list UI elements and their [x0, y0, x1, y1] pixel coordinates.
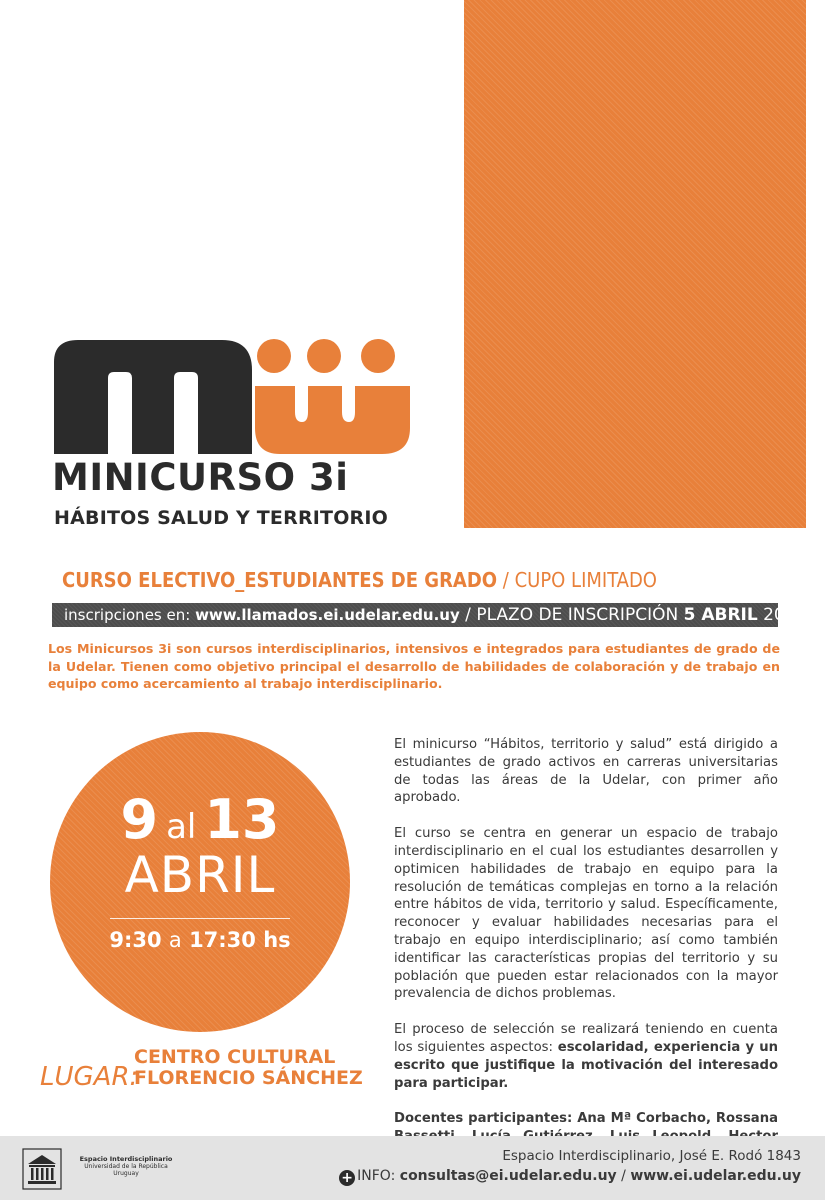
footer-org-name: Espacio Interdisciplinario	[79, 1155, 173, 1163]
logo-dot-1	[257, 339, 291, 373]
university-building-icon	[22, 1148, 62, 1190]
venue-label: LUGAR:	[40, 1062, 139, 1092]
teachers-paragraph: Docentes participantes: Ana Mª Corbacho, Rossana	[394, 1111, 778, 1127]
date-divider	[110, 918, 290, 919]
intro-paragraph: Los Minicursos 3i son cursos interdisciplinarios, intensivos e integrados para estudiantes de grado de la Udelar. Tienen como objetivo principal el desarrollo de habilidades de colaboración y de trabajo en equipo como acercamiento al trabajo interdisciplinario.	[48, 641, 780, 691]
logo-dot-3	[361, 339, 395, 373]
date-hours	[50, 928, 350, 952]
inscription-bar	[52, 603, 807, 627]
course-title: MINICURSO 3i	[52, 456, 349, 499]
logo-3i-shape	[255, 386, 410, 454]
footer-org-block	[76, 1156, 176, 1177]
footer-info-separator: /	[616, 1168, 631, 1184]
decorative-orange-panel	[464, 0, 806, 528]
hours-start: 9:30	[109, 928, 162, 952]
date-start: 9	[120, 788, 159, 851]
footer-org-university: Universidad de la República	[84, 1163, 168, 1170]
footer-info-label: INFO:	[357, 1168, 400, 1184]
hours-connector: a	[168, 928, 182, 952]
date-connector: al	[166, 807, 197, 847]
plus-icon: +	[339, 1170, 355, 1186]
footer	[0, 1136, 825, 1200]
date-range	[50, 788, 350, 851]
selection-criteria: escolaridad, experiencia y un escrito que justifique la motivación del interesado para participar.	[394, 1039, 778, 1091]
course-type-line	[62, 568, 657, 592]
selection-intro: El proceso de selección se realizará teniendo en cuenta los siguientes aspectos:	[394, 1022, 778, 1055]
logo-m-shape	[54, 340, 252, 454]
inscription-link[interactable]: www.llamados.ei.udelar.edu.uy	[195, 606, 460, 624]
course-type-separator: /	[497, 568, 515, 592]
footer-info	[339, 1168, 801, 1186]
inscription-label: inscripciones en:	[64, 606, 196, 624]
footer-org-country: Uruguay	[113, 1170, 139, 1177]
minicurso-3i-logo	[52, 336, 412, 456]
description-paragraph-1: El minicurso “Hábitos, territorio y salud” está dirigido a estudiantes de grado activos en carreras universitarias de todas las áreas de la Udelar, con primer año aprobado.	[394, 737, 778, 806]
date-end: 13	[204, 788, 280, 851]
deadline-date: 5 ABRIL	[683, 605, 758, 625]
footer-website-link[interactable]: www.ei.udelar.edu.uy	[630, 1168, 801, 1184]
course-description	[394, 736, 778, 1182]
venue-name	[134, 1047, 363, 1089]
description-paragraph-2: El curso se centra en generar un espacio de trabajo interdisciplinario en el cual los estudiantes desarrollen y optimicen habilidades de trabajo en equipo para la resolución de temáticas complejas en torno a la relación entre hábitos de vida, territorio y salud. Específicamente, reconocer y evaluar habilidades necesarias para el trabajo en equipo interdisciplinario; así como también identificar las características propias del territorio y su población que pueden estar relacionados con la mayor prevalencia de dichos problemas.	[394, 826, 778, 1002]
footer-email-link[interactable]: consultas@ei.udelar.edu.uy	[399, 1168, 617, 1184]
deadline-year: 2018	[757, 605, 807, 625]
deadline-label: / PLAZO DE INSCRIPCIÓN	[459, 605, 684, 625]
venue-name-line1: CENTRO CULTURAL	[134, 1046, 336, 1068]
logo-dot-2	[307, 339, 341, 373]
venue-name-line2: FLORENCIO SÁNCHEZ	[134, 1067, 363, 1089]
selection-paragraph	[394, 1021, 778, 1092]
course-type-label: CURSO ELECTIVO_ESTUDIANTES DE GRADO	[62, 568, 498, 592]
course-subtitle: HÁBITOS SALUD Y TERRITORIO	[54, 507, 389, 529]
cupo-label: CUPO LIMITADO	[514, 568, 657, 592]
hours-end: 17:30 hs	[189, 928, 291, 952]
date-circle	[50, 732, 350, 1032]
footer-address: Espacio Interdisciplinario, José E. Rodó 1843	[502, 1148, 801, 1164]
date-month: ABRIL	[124, 846, 276, 904]
